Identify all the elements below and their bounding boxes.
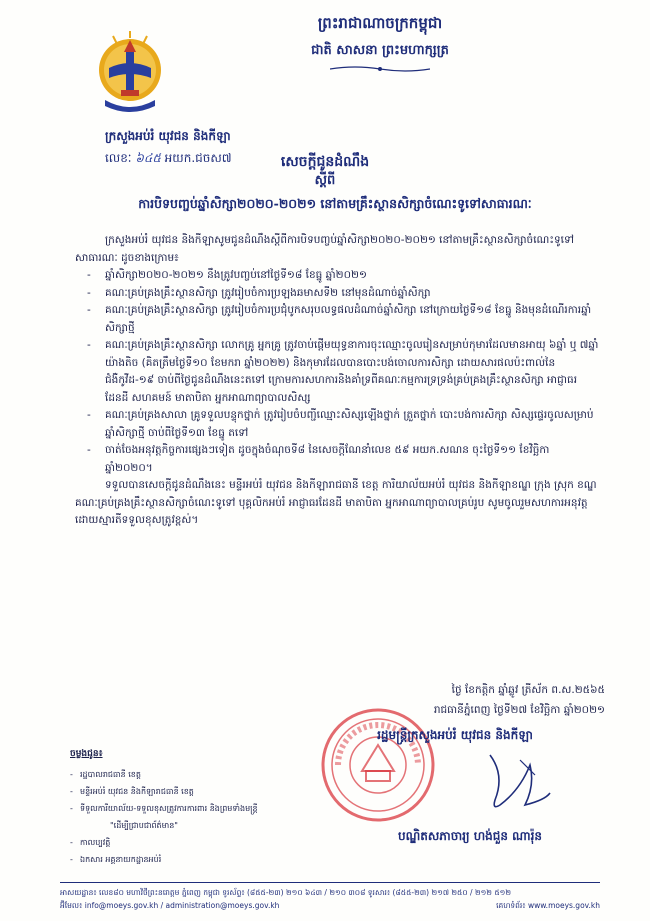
- body-closing: ទទួលបានសេចក្ដីជូនដំណឹងនេះ មន្ទីរអប់រំ យុវជន និងកីឡារាជធានី ខេត្ត ការិយាល័យអប់រំ យុវជន និងកីឡាខណ្ឌ ក្រុង ស្រុក ខណ្ឌ គណៈគ្រប់គ្រងគ្រឹះស្ថានសិក្សាចំណេះទូទៅ បុគ្គលិកអប់រំ អាជ្ញាធរដែនដី មាតាបិតា អ្នកអាណាព្យាបាលគ្រប់រូប សូមចូលរួមសហការអនុវត្តដោយស្មារតីទទួលខុសត្រូវខ្ពស់។: [75, 479, 597, 526]
- national-motto: ជាតិ សាសនា ព្រះមហាក្សត្រ: [311, 43, 449, 58]
- cc-item: - ឯកសារ អគ្គនាយកដ្ឋានអប់រំ: [70, 851, 310, 868]
- cc-item: - មន្ទីរអប់រំ យុវជន និងកីឡារាជធានី ខេត្ត: [70, 783, 310, 800]
- footer-divider: [60, 882, 600, 883]
- cc-item: - រដ្ឋបាលរាជធានី ខេត្ត: [70, 766, 310, 783]
- ministry-emblem-icon: [95, 28, 165, 116]
- notice-title: សេចក្ដីជូនដំណឹង: [280, 154, 370, 170]
- lunar-date: ថ្ងៃ ខែកត្តិក ឆ្នាំឆ្លូវ ត្រីស័ក ព.ស.២៥៦៥: [451, 684, 605, 696]
- email-label: អ៊ីមែល៖: [60, 901, 83, 910]
- cc-title: ចម្លងជូន៖: [70, 749, 103, 759]
- footer-email: [60, 899, 279, 912]
- notice-subject: ការបិទបញ្ចប់ឆ្នាំសិក្សា២០២០-២០២១ នៅតាមគ្រឹះស្ថានសិក្សាចំណេះទូទៅសាធារណៈ: [138, 196, 532, 211]
- body-item: - ឆ្នាំសិក្សា២០២០-២០២១ នឹងត្រូវបញ្ចប់នៅថ្ងៃទី១៨ ខែធ្នូ ឆ្នាំ២០២១: [75, 267, 600, 285]
- footer: [60, 886, 600, 912]
- website-link[interactable]: www.moeys.gov.kh: [527, 901, 600, 910]
- cc-item: - ទីទួលការីយាល័យ-ទទួលខុសត្រូវការការពារ និងព្រមទាំងមន្ត្រី: [70, 800, 310, 817]
- footer-address: អាសយដ្ឋាន៖ លេខ៨០ មហាវិថីព្រះនរោត្តម ភ្នំពេញ កម្ពុជា ទូរស័ព្ទ៖ (៨៥៥-២៣) ២១០ ៦៤៣ / ២១០ ៣០៨ ទូរសារ៖ (៨៥៥-២៣) ២១៧ ២៥០ / ២១២ ៥១២: [60, 888, 512, 897]
- about-label: ស្ដីពី: [314, 173, 336, 188]
- reference-number: ៦៤៥: [135, 151, 161, 165]
- footer-contacts: [60, 899, 600, 912]
- cc-item: - កាលប្បវត្តិ: [70, 834, 310, 851]
- reference-code: អយក.ជចស៧: [164, 151, 232, 165]
- cc-list: [70, 766, 310, 868]
- solar-date: រាជធានីភ្នំពេញ ថ្ងៃទី២៧ ខែវិច្ឆិកា ឆ្នាំ២០២១: [433, 704, 605, 716]
- footer-website: [496, 899, 600, 912]
- ministry-name: ក្រសួងអប់រំ យុវជន និងកីឡា: [105, 129, 231, 143]
- body-item: - គណៈគ្រប់គ្រងគ្រឹះស្ថានសិក្សា លោកគ្រូ អ្នកគ្រូ ត្រូវចាប់ផ្ដើមយុទ្ធនាការចុះឈ្មោះចូលរៀនសម្រាប់កុមារដែលមានអាយុ ៦ឆ្នាំ ឬ ៧ឆ្នាំ យ៉ាងតិច (គិតត្រឹមថ្ងៃទី១០ ខែមករា ឆ្នាំ២០២២) និងកុមារដែលបានបោះបង់ចោលការសិក្សា ដោយសារផលប៉ះពាល់នៃជំងឺកូវីដ-១៩ ចាប់ពីថ្ងៃជូនដំណឹងនេះតទៅ ក្រោមការសហការនិងគាំទ្រពីគណៈកម្មការទ្រទ្រង់គ្រប់គ្រងគ្រឹះស្ថានសិក្សា អាជ្ញាធរដែនដី សហគមន៍ មាតាបិតា អ្នកអាណាព្យាបាលសិស្ស: [75, 337, 600, 407]
- official-stamp-icon: [318, 705, 438, 825]
- reference-label: លេខៈ: [105, 151, 132, 165]
- kingdom-heading: ព្រះរាជាណាចក្រកម្ពុជា: [317, 14, 443, 32]
- cc-item-note: "ដើម្បីជ្រាបជាព័ត៌មាន": [110, 821, 178, 830]
- signature-icon: [450, 745, 560, 820]
- signer-name: បណ្ឌិតសភាចារ្យ ហង់ជួន ណារ៉ុន: [397, 829, 543, 843]
- email-link[interactable]: info@moeys.gov.kh / administration@moeys.gov.kh: [84, 901, 280, 910]
- notice-body: [75, 232, 600, 530]
- website-label: គេហទំព័រ៖: [496, 901, 526, 910]
- motto-ornament: [330, 65, 430, 73]
- body-item: - គណៈគ្រប់គ្រងសាលា គ្រូទទួលបន្ទុកថ្នាក់ ត្រូវរៀបចំបញ្ជីឈ្មោះសិស្សឡើងថ្នាក់ ត្រួតថ្នាក់ បោះបង់ការសិក្សា សិស្សផ្ទេរចូលសម្រាប់ឆ្នាំសិក្សាថ្មី ចាប់ពីថ្ងៃទី១៣ ខែធ្នូ តទៅ: [75, 407, 600, 442]
- minister-title: រដ្ឋមន្ត្រីក្រសួងអប់រំ យុវជន និងកីឡា: [377, 728, 533, 742]
- body-item: - គណៈគ្រប់គ្រងគ្រឹះស្ថានសិក្សា ត្រូវរៀបចំការប្រឡងឆមាសទី២ នៅមុនដំណាច់ឆ្នាំសិក្សា: [75, 285, 600, 303]
- body-intro: ក្រសួងអប់រំ យុវជន និងកីឡាសូមជូនដំណឹងស្ដីពីការបិទបញ្ចប់ឆ្នាំសិក្សា២០២០-២០២១ នៅតាមគ្រឹះស្ថានសិក្សាចំណេះទូទៅសាធារណៈ ដូចខាងក្រោម៖: [75, 234, 574, 264]
- body-item: - គណៈគ្រប់គ្រងគ្រឹះស្ថានសិក្សា ត្រូវរៀបចំការប្រជុំបូកសរុបលទ្ធផលដំណាច់ឆ្នាំសិក្សា នៅក្រោយថ្ងៃទី១៨ ខែធ្នូ និងមុនដំណើរការឆ្នាំសិក្សាថ្មី: [75, 302, 600, 337]
- body-item: - ចាត់ចែងអនុវត្តកិច្ចការផ្សេងៗទៀត ដូចក្នុងចំណុចទី៨ នៃសេចក្ដីណែនាំលេខ ៥៩ អយក.សណន ចុះថ្ងៃទី១១ ខែវិច្ឆិកា ឆ្នាំ២០២០។: [75, 442, 600, 477]
